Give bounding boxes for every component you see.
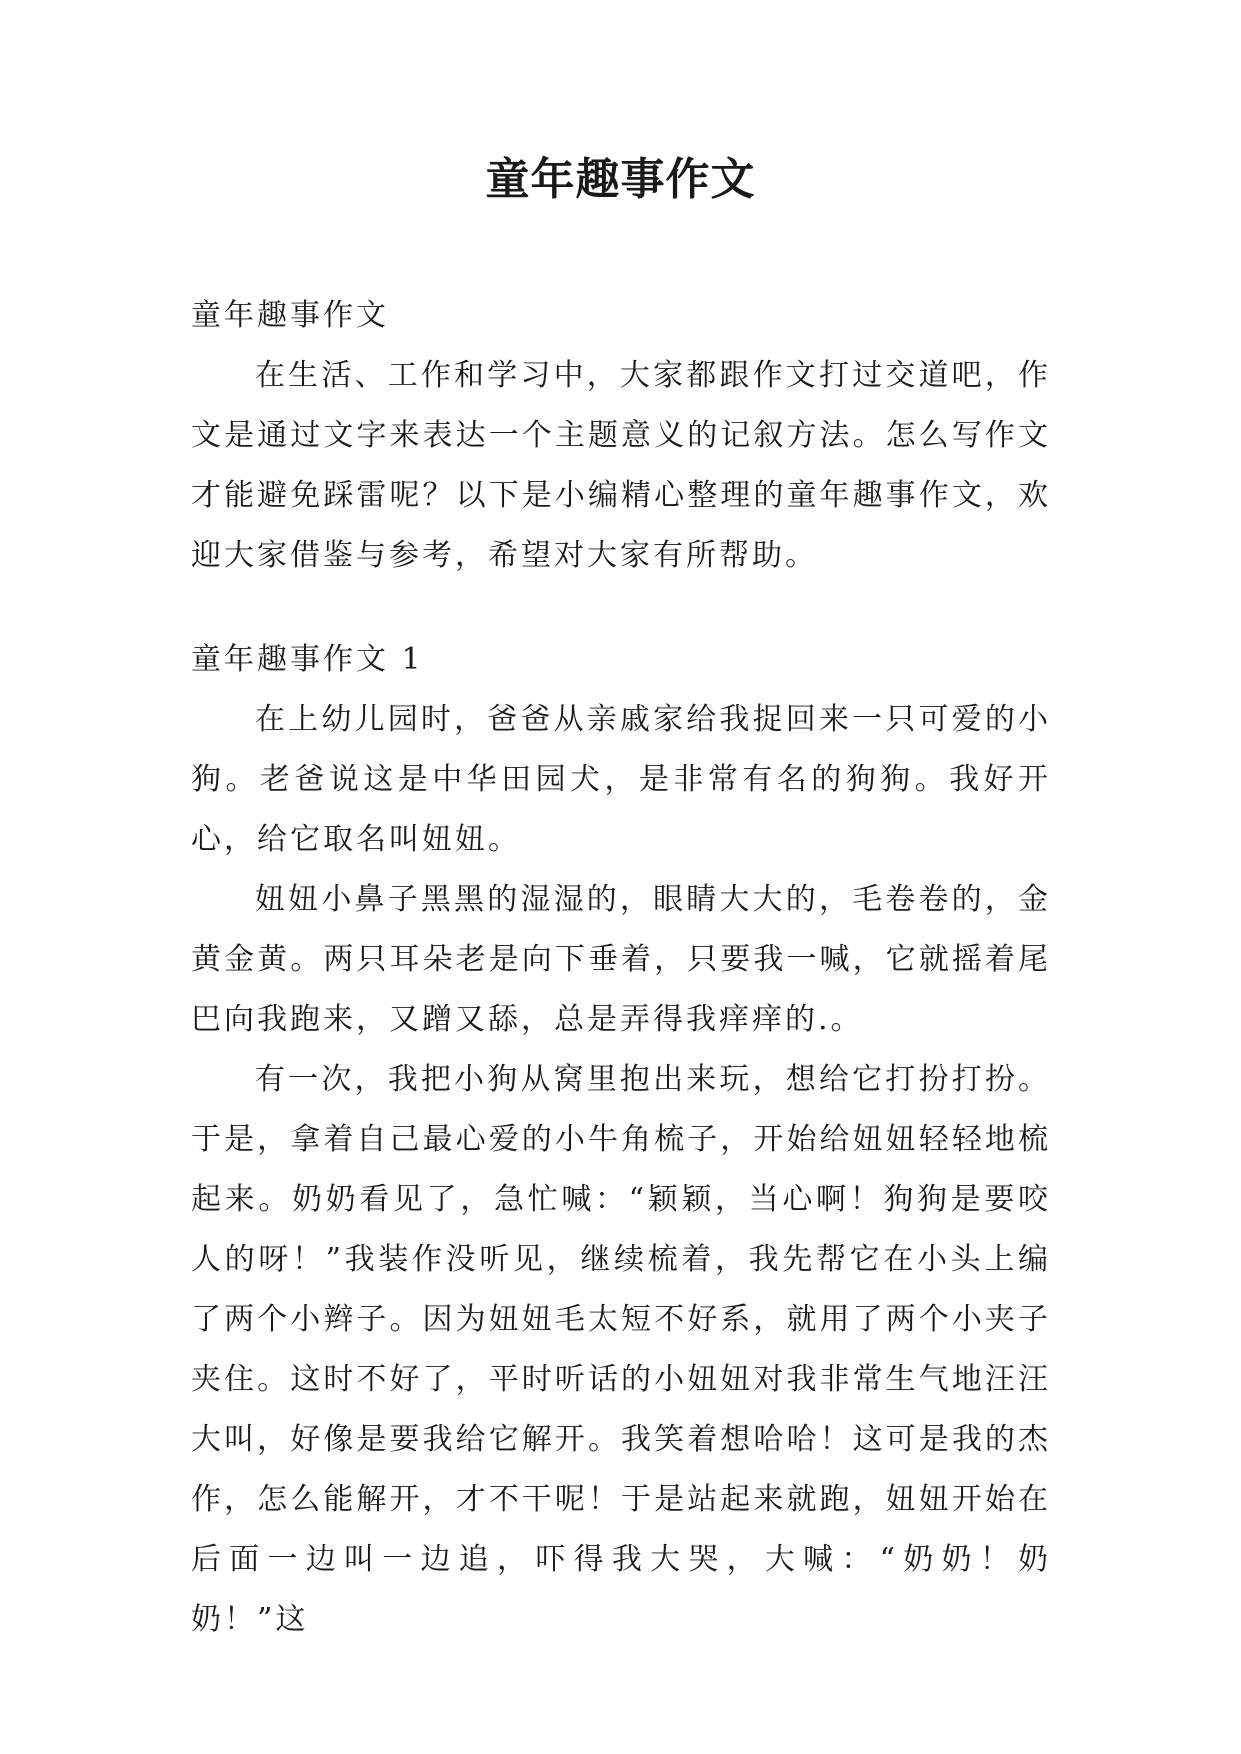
- document-title: 童年趣事作文: [485, 154, 756, 205]
- essay-section: [191, 630, 1051, 1650]
- essay-heading: 童年趣事作文 1: [191, 642, 424, 677]
- essay-paragraph: 有一次，我把小狗从窝里抱出来玩，想给它打扮打扮。于是，拿着自己最心爱的小牛角梳子，开始给妞妞轻轻地梳起来。奶奶看见了，急忙喊：“颖颖，当心啊！狗狗是要咬人的呀！”我装作没听见，继续梳着，我先帮它在小头上编了两个小辫子。因为妞妞毛太短不好系，就用了两个小夹子夹住。这时不好了，平时听话的小妞妞对我非常生气地汪汪大叫，好像是要我给它解开。我笑着想哈哈！这可是我的杰作，怎么能解开，才不干呢！于是站起来就跑，妞妞开始在后面一边叫一边追，吓得我大哭，大喊：“奶奶！奶奶！”这: [191, 1062, 1051, 1637]
- essay-paragraph: 在上幼儿园时，爸爸从亲戚家给我捉回来一只可爱的小狗。老爸说这是中华田园犬，是非常有名的狗狗。我好开心，给它取名叫妞妞。: [191, 702, 1051, 857]
- intro-paragraph: 在生活、工作和学习中，大家都跟作文打过交道吧，作文是通过文字来表达一个主题意义的记叙方法。怎么写作文才能避免踩雷呢？以下是小编精心整理的童年趣事作文，欢迎大家借鉴与参考，希望对大家有所帮助。: [191, 358, 1051, 573]
- essay-paragraph: 妞妞小鼻子黑黑的湿湿的，眼睛大大的，毛卷卷的，金黄金黄。两只耳朵老是向下垂着，只要我一喊，它就摇着尾巴向我跑来，又蹭又舔，总是弄得我痒痒的.。: [191, 882, 1051, 1037]
- intro-heading: 童年趣事作文: [191, 298, 389, 333]
- intro-section: [191, 286, 1051, 586]
